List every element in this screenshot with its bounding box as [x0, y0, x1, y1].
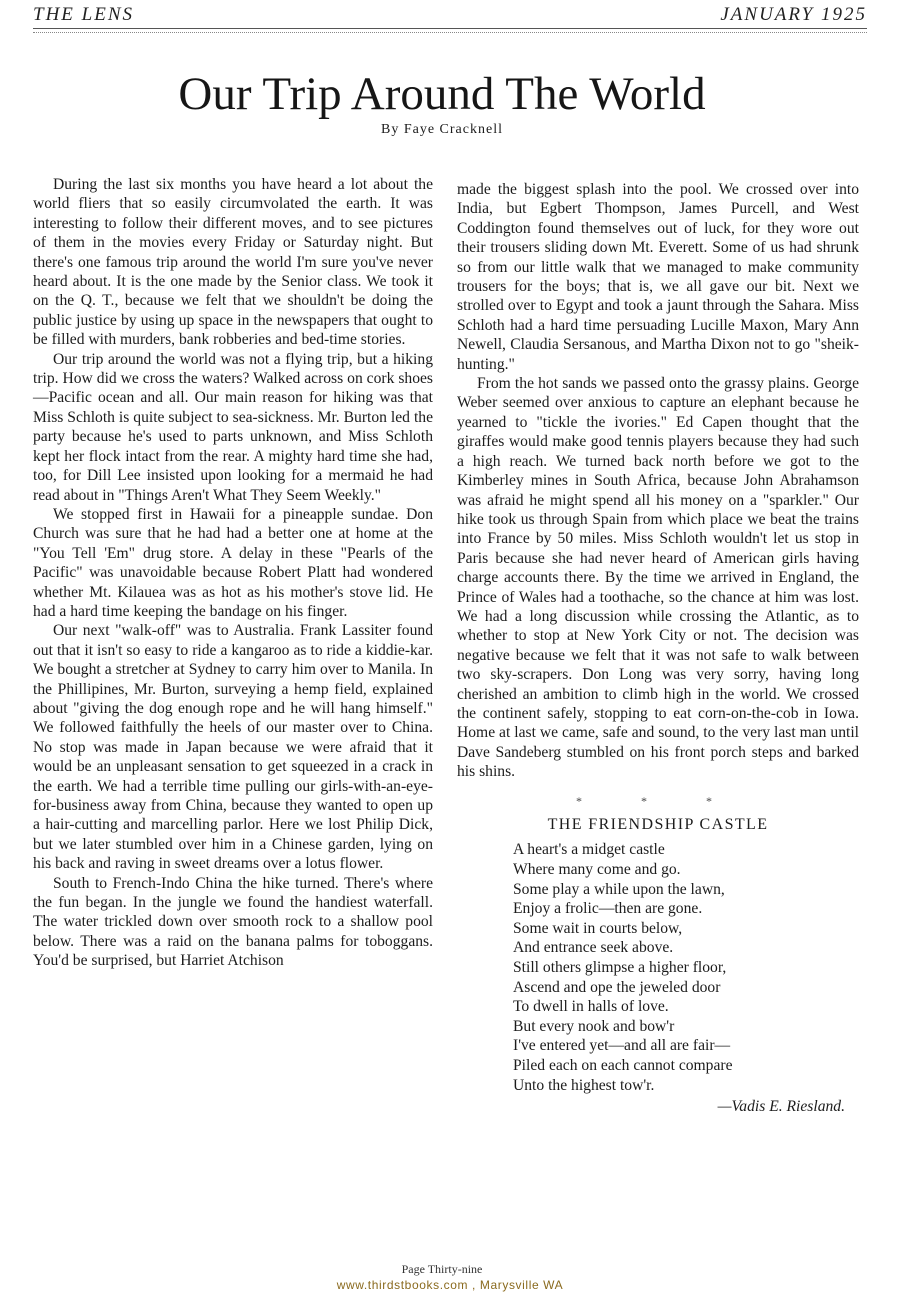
- poem-line: But every nook and bow'r: [513, 1017, 675, 1035]
- article-byline: By Faye Cracknell: [381, 122, 503, 137]
- page-number: Page Thirty-nine: [401, 1262, 483, 1276]
- issue-date: JANUARY 1925: [720, 4, 867, 25]
- paragraph: Our next "walk-off" was to Australia. Frank Lassiter found out that it isn't so easy to ride a kangaroo as to ride a kiddie-kar. We bought a stretcher at Sydney to carry him over to Manila. In the Phillipines, Mr. Burton, surveying a hemp field, explained about "giving the dog enough rope and he will hang himself." We followed faithfully the heels of our master over to China. No stop was made in Japan because we were afraid that it would be an unpleasant sensation to get squeezed in a crack in the earth. We had a terrible time pulling our girls-with-an-eye-for-business away from China, because they wanted to open up a hair-cutting and marcelling parlor. Here we lost Philip Dick, but we later stumbled over him in a Chinese garden, lying on his back and raving in sweet dreams over a lotus flower.: [33, 622, 433, 873]
- paragraph: From the hot sands we passed onto the grassy plains. George Weber seemed over anxious to capture an elephant because he yearned to "tickle the ivories." Ed Capen thought that the giraffes would make good tennis players because they had such a high reach. We turned back north before we got to the Kimberley mines in South Africa, because John Abrahamson was afraid he might spend all his money on a "sparkler." Our hike took us through Spain from which place we beat the trains into France by 50 miles. Miss Schloth wouldn't let us stop in Paris because she had never heard of American girls having charge accounts there. By the time we arrived in England, the Prince of Wales had a toothache, so the chance at him was lost. We had a long discussion while crossing the Atlantic, as to whether to stop at New York City or not. The decision was negative because we felt that it was not safe to walk between two sky-scrapers. Don Long was very sorry, having long cherished an ambition to climb high in the world. We crossed the continent safely, stopping to eat corn-on-the-cob in Iowa. Home at last we came, safe and sound, to the very last man until Dave Sandeberg stumbled on his front porch steps and barked his shins.: [457, 375, 859, 781]
- poem-title: THE FRIENDSHIP CASTLE: [547, 816, 769, 833]
- source-watermark: www.thirdstbooks.com , Marysville WA: [336, 1278, 564, 1292]
- poem-line: Unto the highest tow'r.: [513, 1076, 655, 1094]
- paragraph: South to French-Indo China the hike turned. There's where the fun began. In the jungle we found the handiest waterfall. The water trickled down over smooth rock to a shallow pool below. There was a raid on the banana palms for toboggans. You'd be surprised, but Harriet Atchison: [33, 874, 433, 970]
- paragraph: Our trip around the world was not a flying trip, but a hiking trip. How did we cross the waters? Walked across on cork shoes—Pacific ocean and all. Our main reason for hiking was that Miss Schloth is quite subject to sea-sickness. Mr. Burton led the party because he's used to parts unknown, and Miss Schloth kept her flock intact from the rear. A mighty hard time she had, too, for Dill Lee insisted upon looking for a mermaid he had read about in "Things Aren't What They Seem Weekly.": [33, 350, 433, 504]
- paragraph: During the last six months you have heard a lot about the world fliers that so easily circumvolated the earth. It was interesting to follow their different moves, and to see pictures of them in the movies every Friday or Saturday night. But there's one famous trip around the world I'm sure you've never heard about. It is the one made by the Senior class. We took it on the Q. T., because we felt that we shouldn't be doing the public justice by using up space in the newspapers that ought to be filled with murders, bank robberies and bed-time stories.: [33, 176, 433, 349]
- poem-line: Some play a while upon the lawn,: [513, 880, 725, 898]
- publication-name: THE LENS: [33, 4, 134, 25]
- poem-line: Piled each on each cannot compare: [513, 1056, 733, 1074]
- poem-line: A heart's a midget castle: [513, 841, 665, 859]
- header-rule: [33, 28, 867, 33]
- paragraph: We stopped first in Hawaii for a pineapple sundae. Don Church was sure that he had had a better one at home at the "You Tell 'Em" drug store. A delay in these "Pearls of the Pacific" was unavoidable because Robert Platt had wondered whether Mt. Kilauea was as hot as his mother's stove lid. He had a hard time keeping the bandage on his finger.: [33, 505, 433, 620]
- paragraph: made the biggest splash into the pool. We crossed over into India, but Egbert Thompson, James Purcell, and West Coddington found themselves out of luck, for they wore out their trousers sliding down Mt. Everett. Some of us had shrunk so from our little walk that we managed to make community trousers for the boys; that is, we all gave our bit. Next we strolled over to Egypt and took a jaunt through the Sahara. Miss Schloth had a hard time persuading Lucille Maxon, Mary Ann Newell, Claudia Sersanous, and Martha Dixon not to go "sheik-hunting.": [457, 181, 859, 373]
- poem-line: Still others glimpse a higher floor,: [513, 958, 727, 976]
- right-column: [457, 180, 859, 1117]
- article-title: Our Trip Around The World: [178, 68, 706, 120]
- poem-line: And entrance seek above.: [513, 939, 674, 957]
- section-separator: * * *: [576, 793, 740, 808]
- poem-author: —Vadis E. Riesland.: [717, 1098, 845, 1116]
- poem-line: I've entered yet—and all are fair—: [513, 1037, 731, 1055]
- poem-line: To dwell in halls of love.: [513, 998, 669, 1016]
- poem-body: [513, 840, 859, 1095]
- poem-line: Where many come and go.: [513, 861, 681, 878]
- poem-line: Ascend and ope the jeweled door: [513, 978, 721, 996]
- poem-line: Some wait in courts below,: [513, 919, 683, 937]
- poem-line: Enjoy a frolic—then are gone.: [513, 900, 703, 918]
- running-header: [33, 4, 867, 28]
- left-column: [33, 175, 433, 971]
